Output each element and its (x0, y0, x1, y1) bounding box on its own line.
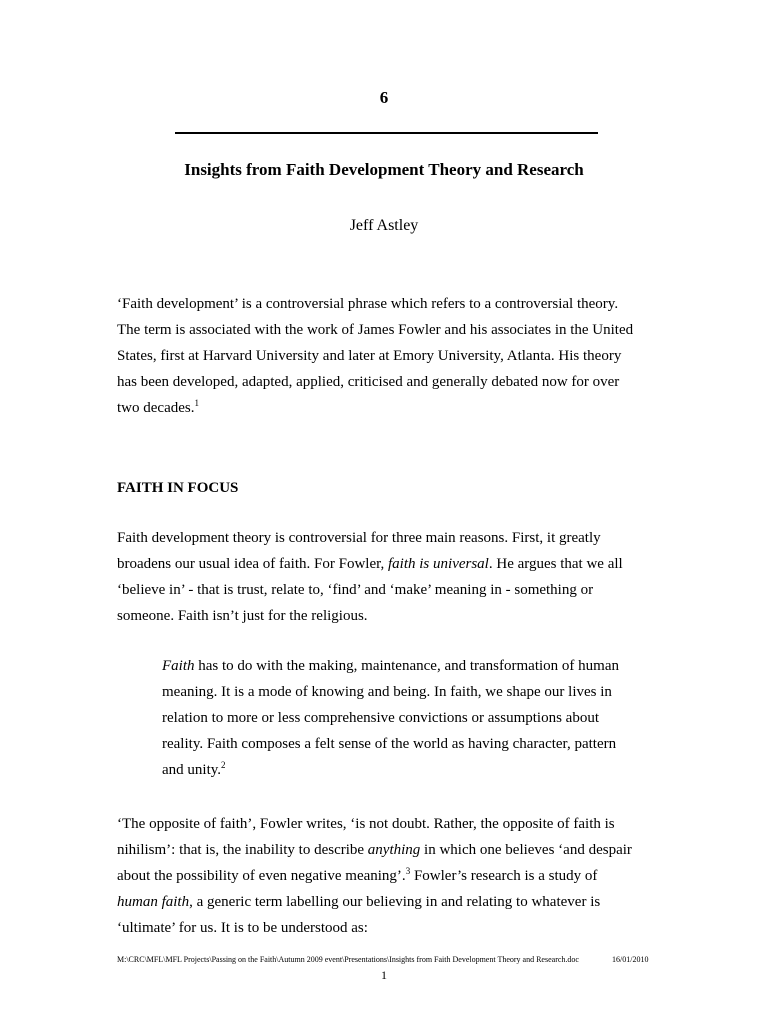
footnote-ref-2: 2 (221, 760, 226, 770)
p1-line-2 (117, 551, 657, 577)
title-rule (175, 132, 598, 134)
quote-line-1-em: Faith (162, 658, 195, 674)
quote-line-3: relation to more or less comprehensive convictions or assumptions about (162, 710, 599, 726)
intro-line-4: has been developed, adapted, applied, criticised and generally debated now for over (117, 374, 620, 390)
p1-line-2-em: faith is universal (388, 556, 489, 572)
intro-line-1: ‘Faith development’ is a controversial phrase which refers to a controversial theory. (117, 296, 619, 312)
intro-line-3: States, first at Harvard University and later at Emory University, Atlanta. His theory (117, 348, 622, 364)
p2-line-4 (117, 889, 657, 915)
quote-line-5 (162, 757, 642, 783)
intro-line-2: The term is associated with the work of James Fowler and his associates in the United (117, 322, 634, 338)
chapter-number: 6 (379, 88, 389, 107)
p2-line-2 (117, 837, 657, 863)
footnote-ref-3: 3 (405, 866, 411, 876)
quote-line-2: meaning. It is a mode of knowing and being. In faith, we shape our lives in (162, 684, 612, 700)
body-paragraph-2 (117, 811, 657, 941)
quote-line-1 (162, 653, 642, 679)
quote-line-1-b: has to do with the making, maintenance, and transformation of human (194, 658, 619, 674)
section-heading: FAITH IN FOCUS (117, 480, 239, 496)
p2-line-3-b: Fowler’s research is a study of (410, 868, 598, 884)
p2-line-3 (117, 863, 657, 889)
p2-line-3-a: about the possibility of even negative meaning’. (117, 868, 406, 884)
p2-line-5: ‘ultimate’ for us. It is to be understood as: (117, 920, 368, 936)
p2-line-2-em: anything (367, 842, 421, 858)
quote-line-5-text: and unity. (162, 762, 222, 778)
page-number: 1 (381, 968, 387, 982)
p1-line-3: ‘believe in’ - that is trust, relate to, ‘find’ and ‘make’ meaning in - something or (117, 582, 594, 598)
intro-line-5 (117, 395, 657, 421)
p1-line-2-b: . He argues that we all (488, 556, 623, 572)
p1-line-4: someone. Faith isn’t just for the religious. (117, 608, 368, 624)
intro-line-5-text: two decades. (117, 400, 195, 416)
p2-line-1: ‘The opposite of faith’, Fowler writes, ‘is not doubt. Rather, the opposite of faith is (117, 816, 615, 832)
p1-line-2-a: broadens our usual idea of faith. For Fowler, (117, 556, 389, 572)
author-name: Jeff Astley (349, 217, 419, 234)
footnote-ref-1: 1 (194, 398, 199, 408)
chapter-title: Insights from Faith Development Theory and Research (184, 160, 584, 179)
intro-paragraph (117, 291, 657, 421)
footer-date: 16/01/2010 (612, 955, 649, 964)
p2-line-4-em: human faith (117, 894, 190, 910)
p2-line-2-b: in which one believes ‘and despair (420, 842, 632, 858)
footer-file-path: M:\CRC\MFL\MFL Projects\Passing on the Faith\Autumn 2009 event\Presentations\Insights from Faith Development Theory and Research.doc (117, 955, 579, 964)
p1-line-1: Faith development theory is controversial for three main reasons. First, it greatly (117, 530, 601, 546)
block-quote (162, 653, 642, 783)
body-paragraph-1 (117, 525, 657, 629)
quote-line-4: reality. Faith composes a felt sense of the world as having character, pattern (162, 736, 617, 752)
p2-line-2-a: nihilism’: that is, the inability to describe (117, 842, 368, 858)
p2-line-4-b: , a generic term labelling our believing in and relating to whatever is (189, 894, 601, 910)
